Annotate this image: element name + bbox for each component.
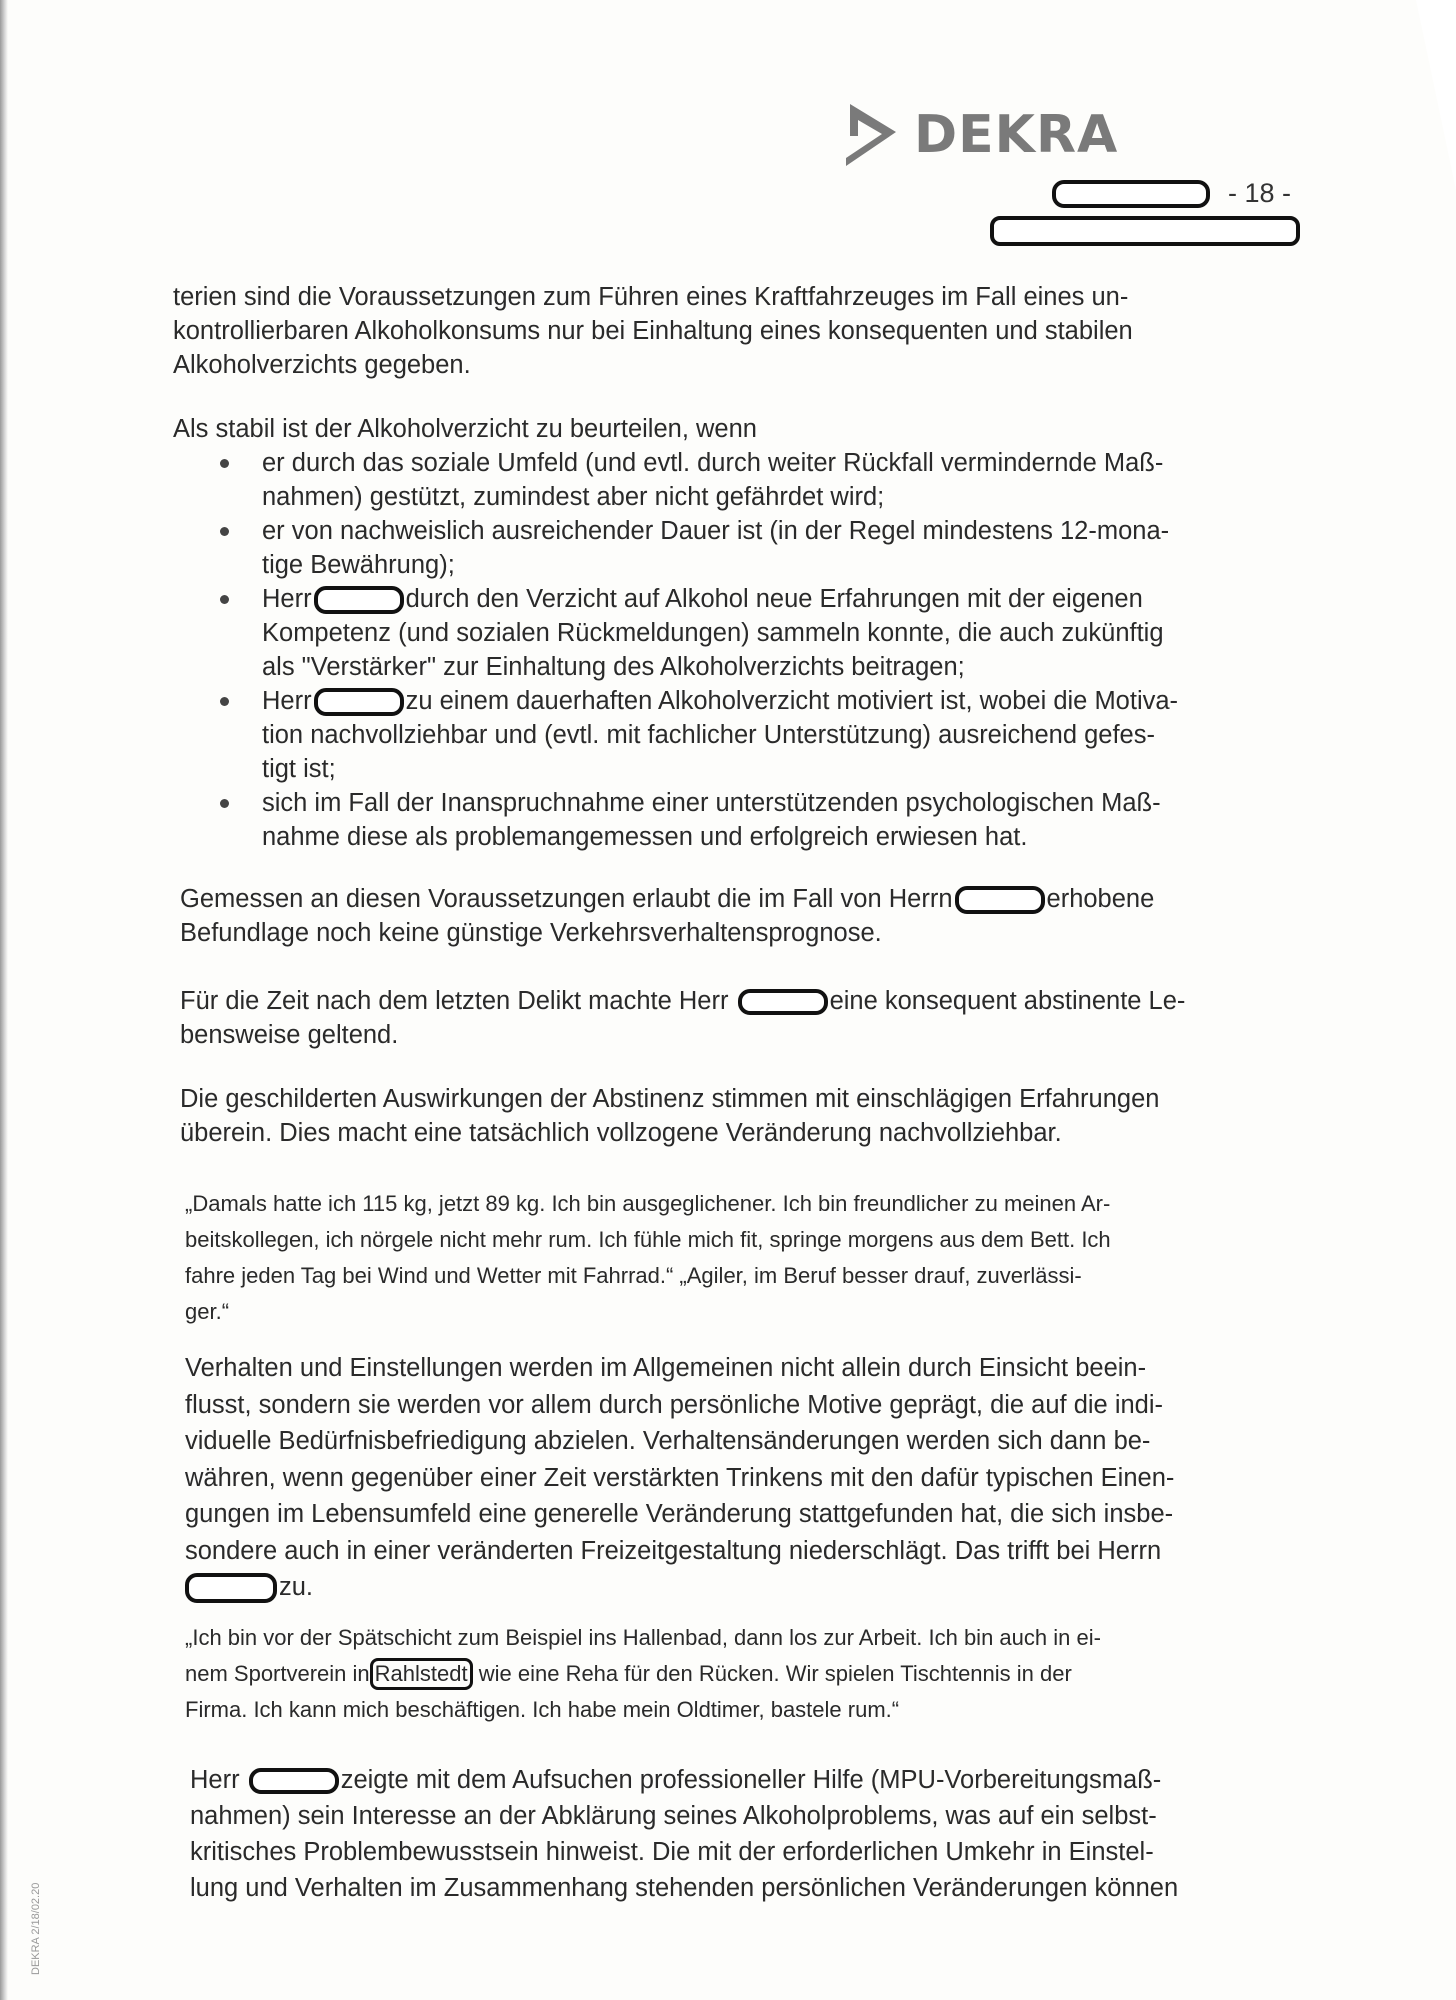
text-fragment: eine konsequent abstinente Le-	[829, 987, 1186, 1015]
redacted-name	[249, 1768, 339, 1794]
text-line: er von nachweislich ausreichender Dauer ist (in der Regel mindestens 12-mona-	[262, 517, 1170, 545]
text-line: Als stabil ist der Alkoholverzicht zu beurteilen, wenn	[173, 415, 757, 443]
text-line	[262, 684, 1178, 718]
text-fragment: zeigte mit dem Aufsuchen professioneller Hilfe (MPU-Vorbereitungsmaß-	[340, 1766, 1162, 1794]
criteria-list	[210, 446, 1178, 854]
text-line	[185, 1569, 1174, 1606]
text-line: nahme diese als problemangemessen und erfolgreich erwiesen hat.	[262, 823, 1028, 851]
dekra-arrow-icon	[846, 100, 902, 170]
text-line: fahre jeden Tag bei Wind und Wetter mit Fahrrad.“ „Agiler, im Beruf besser drauf, zuverlässi-	[185, 1263, 1082, 1288]
form-code: DEKRA 2/18/02.20	[30, 1882, 42, 1975]
redacted-header-field	[990, 216, 1300, 246]
text-line: währen, wenn gegenüber einer Zeit verstärkten Trinkens mit den dafür typischen Einen-	[185, 1463, 1175, 1492]
list-item	[210, 684, 1178, 786]
text-fragment: Herr	[262, 585, 312, 613]
paragraph	[173, 412, 757, 446]
text-line: bensweise geltend.	[180, 1021, 399, 1049]
text-line	[185, 1656, 1101, 1692]
scan-corner	[1416, 0, 1456, 190]
text-fragment: wie eine Reha für den Rücken. Wir spielen Tischtennis in der	[478, 1661, 1072, 1686]
text-line: beitskollegen, ich nörgele nicht mehr rum. Ich fühle mich fit, springe morgens aus dem Bett. Ich	[185, 1227, 1111, 1252]
text-line: Alkoholverzichts gegeben.	[173, 351, 471, 379]
text-line: tion nachvollziehbar und (evtl. mit fachlicher Unterstützung) ausreichend gefes-	[262, 721, 1155, 749]
paragraph	[185, 1350, 1174, 1606]
text-line: als "Verstärker" zur Einhaltung des Alkoholverzichts beitragen;	[262, 653, 965, 681]
text-fragment: Herr	[190, 1766, 240, 1794]
text-line: „Ich bin vor der Spätschicht zum Beispiel ins Hallenbad, dann los zur Arbeit. Ich bin auch in ei-	[185, 1625, 1101, 1650]
dekra-logo	[846, 100, 1118, 170]
text-line	[262, 582, 1178, 616]
text-fragment: nem Sportverein in	[185, 1661, 370, 1686]
text-fragment: Für die Zeit nach dem letzten Delikt machte Herr	[180, 987, 729, 1015]
text-line	[190, 1762, 1178, 1798]
text-line: gungen im Lebensumfeld eine generelle Veränderung stattgefunden hat, die sich insbe-	[185, 1500, 1174, 1528]
text-line: Verhalten und Einstellungen werden im Allgemeinen nicht allein durch Einsicht beein-	[185, 1354, 1147, 1382]
bullet-icon	[220, 799, 229, 808]
text-line: ger.“	[185, 1299, 230, 1324]
text-fragment: Herr	[262, 687, 312, 715]
text-line: nahmen) sein Interesse an der Abklärung seines Alkoholproblems, was auf ein selbst-	[190, 1802, 1157, 1830]
page-number: - 18 -	[1228, 178, 1292, 208]
text-fragment: erhobene	[1046, 885, 1155, 913]
text-line: nahmen) gestützt, zumindest aber nicht gefährdet wird;	[262, 483, 885, 511]
paragraph	[173, 280, 1133, 382]
text-fragment: Gemessen an diesen Voraussetzungen erlaubt die im Fall von Herrn	[180, 885, 953, 913]
text-line: kontrollierbaren Alkoholkonsums nur bei Einhaltung eines konsequenten und stabilen	[173, 317, 1133, 345]
bullet-icon	[220, 459, 229, 468]
redacted-name	[738, 989, 828, 1015]
redacted-header-field	[1052, 180, 1210, 208]
text-line: Befundlage noch keine günstige Verkehrsverhaltensprognose.	[180, 919, 882, 947]
text-line: sondere auch in einer veränderten Freizeitgestaltung niederschlägt. Das trifft bei Herrn	[185, 1536, 1162, 1565]
text-line	[180, 882, 1154, 916]
text-line: überein. Dies macht eine tatsächlich vollzogene Veränderung nachvollziehbar.	[180, 1119, 1062, 1147]
text-line: lung und Verhalten im Zusammenhang stehenden persönlichen Veränderungen können	[190, 1874, 1179, 1902]
text-line: Firma. Ich kann mich beschäftigen. Ich habe mein Oldtimer, bastele rum.“	[185, 1697, 900, 1722]
text-line: tige Bewährung);	[262, 551, 455, 579]
bullet-icon	[220, 595, 229, 604]
list-item	[210, 582, 1178, 684]
redacted-name	[314, 586, 404, 614]
text-line: terien sind die Voraussetzungen zum Führen eines Kraftfahrzeuges im Fall eines un-	[173, 283, 1129, 311]
bullet-icon	[220, 697, 229, 706]
text-line: er durch das soziale Umfeld (und evtl. durch weiter Rückfall vermindernde Maß-	[262, 449, 1164, 477]
list-item	[210, 514, 1178, 582]
text-line: viduelle Bedürfnisbefriedigung abzielen. Verhaltensänderungen werden sich dann be-	[185, 1427, 1151, 1455]
text-line: sich im Fall der Inanspruchnahme einer unterstützenden psychologischen Maß-	[262, 789, 1161, 817]
text-line: Kompetenz (und sozialen Rückmeldungen) sammeln konnte, die auch zukünftig	[262, 619, 1164, 647]
text-fragment: zu einem dauerhaften Alkoholverzicht motiviert ist, wobei die Motiva-	[405, 687, 1179, 715]
paragraph	[190, 1762, 1178, 1906]
redacted-name	[185, 1573, 277, 1603]
quote	[185, 1620, 1101, 1728]
text-line: „Damals hatte ich 115 kg, jetzt 89 kg. Ich bin ausgeglichener. Ich bin freundlicher zu meinen Ar-	[185, 1191, 1111, 1216]
text-line	[180, 984, 1185, 1018]
quote	[185, 1186, 1111, 1330]
paragraph	[180, 984, 1185, 1052]
text-fragment: durch den Verzicht auf Alkohol neue Erfahrungen mit der eigenen	[405, 585, 1143, 613]
redacted-name	[314, 688, 404, 716]
scan-edge	[0, 0, 8, 2000]
text-fragment: zu.	[279, 1573, 314, 1601]
text-line: tigt ist;	[262, 755, 336, 783]
paragraph	[180, 1082, 1159, 1150]
bullet-icon	[220, 527, 229, 536]
logo-text: DEKRA	[914, 105, 1119, 165]
list-item	[210, 446, 1178, 514]
marked-place-name: Rahlstedt	[370, 1658, 473, 1690]
redacted-name	[955, 886, 1045, 914]
list-item	[210, 786, 1178, 854]
paragraph	[180, 882, 1154, 950]
text-line: flusst, sondern sie werden vor allem durch persönliche Motive geprägt, die auf die indi-	[185, 1390, 1164, 1419]
text-line: kritisches Problembewusstsein hinweist. Die mit der erforderlichen Umkehr in Einstel-	[190, 1838, 1154, 1866]
text-line: Die geschilderten Auswirkungen der Abstinenz stimmen mit einschlägigen Erfahrungen	[180, 1085, 1160, 1113]
